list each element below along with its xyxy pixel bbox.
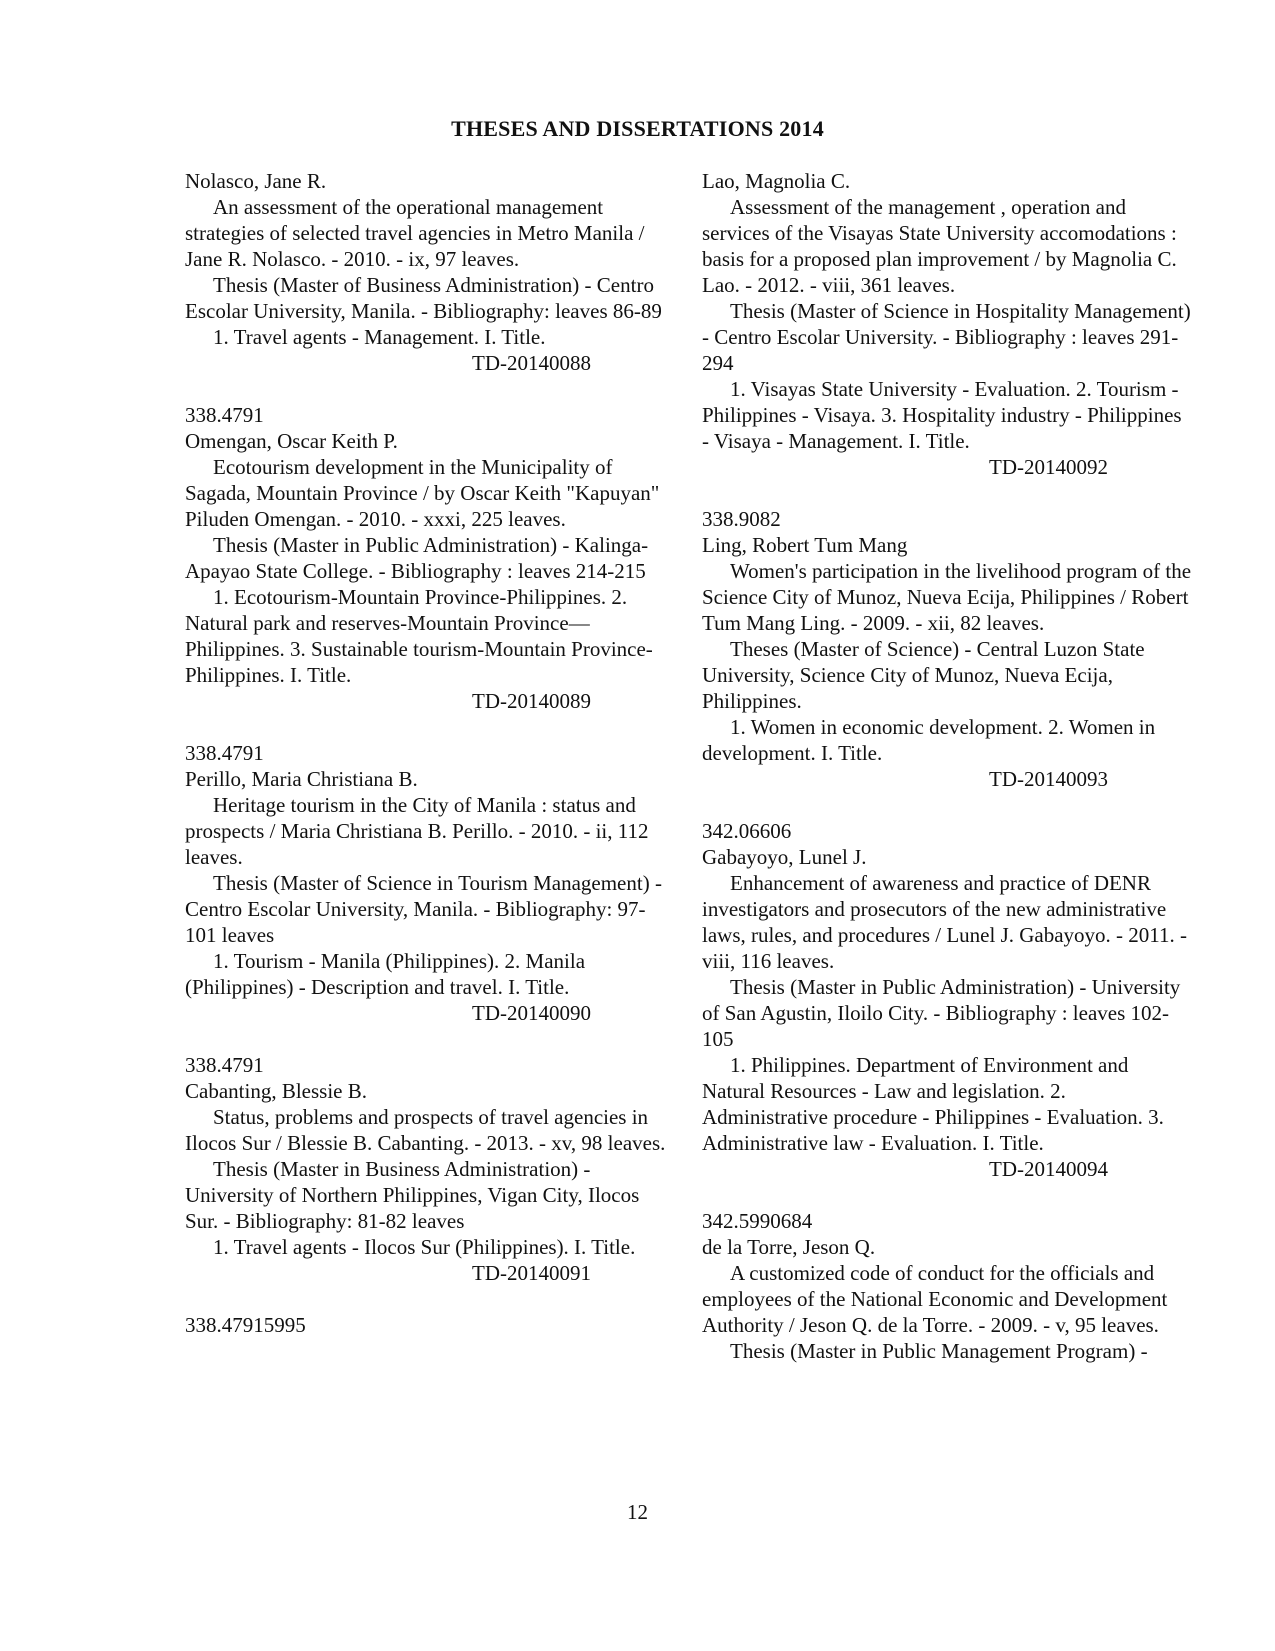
call-number: 342.5990684 — [702, 1209, 813, 1233]
author: Lao, Magnolia C. — [702, 169, 851, 193]
page-title: THESES AND DISSERTATIONS 2014 — [451, 116, 824, 141]
call-number: 338.4791 — [185, 403, 264, 427]
title-statement: Status, problems and prospects of travel agencies in Ilocos Sur / Blessie B. Cabanting. - 2013. - xv, 98 leaves. — [185, 1105, 666, 1155]
catalog-entry — [702, 168, 1192, 480]
catalog-entry — [185, 1052, 675, 1286]
author: Cabanting, Blessie B. — [185, 1079, 367, 1103]
subject-headings: 1. Visayas State University - Evaluation. 2. Tourism - Philippines - Visaya. 3. Hospitality industry - Philippines - Visaya - Management. I. Title. — [702, 377, 1182, 453]
accession-number: TD-20140088 — [472, 351, 591, 375]
title-statement: Women's participation in the livelihood program of the Science City of Munoz, Nueva Ecija, Philippines / Robert Tum Mang Ling. - 2009. - xii, 82 leaves. — [702, 559, 1192, 635]
author: de la Torre, Jeson Q. — [702, 1235, 876, 1259]
catalog-entry — [702, 818, 1192, 1182]
thesis-note: Thesis (Master in Public Management Program) - — [730, 1339, 1148, 1363]
author: Omengan, Oscar Keith P. — [185, 429, 398, 453]
subject-headings: 1. Philippines. Department of Environment and Natural Resources - Law and legislation. 2. Administrative procedure - Philippines - Evaluation. 3. Administrative law - Evaluation. I. Title. — [702, 1053, 1164, 1155]
subject-headings: 1. Travel agents - Management. I. Title. — [213, 325, 546, 349]
accession-number: TD-20140090 — [472, 1001, 591, 1025]
subject-headings: 1. Tourism - Manila (Philippines). 2. Manila (Philippines) - Description and travel. I. Title. — [185, 949, 586, 999]
thesis-note: Thesis (Master in Public Administration) - University of San Agustin, Iloilo City. - Bibliography : leaves 102-105 — [702, 975, 1181, 1051]
left-column — [185, 168, 675, 1364]
accession-number: TD-20140089 — [472, 689, 591, 713]
catalog-entry — [185, 740, 675, 1026]
thesis-note: Theses (Master of Science) - Central Luzon State University, Science City of Munoz, Nueva Ecija, Philippines. — [702, 637, 1145, 713]
title-statement: Enhancement of awareness and practice of DENR investigators and prosecutors of the new administrative laws, rules, and procedures / Lunel J. Gabayoyo. - 2011. - viii, 116 leaves. — [702, 871, 1188, 973]
call-number: 338.47915995 — [185, 1313, 306, 1337]
thesis-note: Thesis (Master in Public Administration) - Kalinga-Apayao State College. - Bibliography : leaves 214-215 — [185, 533, 649, 583]
right-column — [702, 168, 1192, 1390]
thesis-note: Thesis (Master in Business Administration) - University of Northern Philippines, Vigan City, Ilocos Sur. - Bibliography: 81-82 leaves — [185, 1157, 640, 1233]
accession-number: TD-20140093 — [989, 767, 1108, 791]
thesis-note: Thesis (Master of Science in Tourism Management) - Centro Escolar University, Manila. - Bibliography: 97-101 leaves — [185, 871, 662, 947]
title-statement: Heritage tourism in the City of Manila : status and prospects / Maria Christiana B. Perillo. - 2010. - ii, 112 leaves. — [185, 793, 649, 869]
thesis-note: Thesis (Master of Science in Hospitality Management) - Centro Escolar University. - Bibliography : leaves 291-294 — [702, 299, 1191, 375]
subject-headings: 1. Women in economic development. 2. Women in development. I. Title. — [702, 715, 1156, 765]
call-number: 338.4791 — [185, 1053, 264, 1077]
thesis-note: Thesis (Master of Business Administration) - Centro Escolar University, Manila. - Bibliography: leaves 86-89 — [185, 273, 662, 323]
catalog-entry — [702, 506, 1192, 792]
call-number: 338.9082 — [702, 507, 781, 531]
catalog-entry — [185, 168, 675, 376]
title-statement: Assessment of the management , operation and services of the Visayas State University accomodations : basis for a proposed plan improvement / by Magnolia C. Lao. - 2012. - viii, 361 leaves. — [702, 195, 1177, 297]
catalog-entry — [185, 1312, 675, 1338]
title-statement: An assessment of the operational management strategies of selected travel agencies in Metro Manila / Jane R. Nolasco. - 2010. - ix, 97 leaves. — [185, 195, 645, 271]
accession-number: TD-20140094 — [989, 1157, 1108, 1181]
call-number: 342.06606 — [702, 819, 792, 843]
subject-headings: 1. Ecotourism-Mountain Province-Philippines. 2. Natural park and reserves-Mountain Province—Philippines. 3. Sustainable tourism-Mountain Province-Philippines. I. Title. — [185, 585, 653, 687]
author: Nolasco, Jane R. — [185, 169, 327, 193]
author: Perillo, Maria Christiana B. — [185, 767, 418, 791]
catalog-entry — [702, 1208, 1192, 1364]
page-number: 12 — [627, 1500, 648, 1524]
catalog-entry — [185, 402, 675, 714]
accession-number: TD-20140092 — [989, 455, 1108, 479]
subject-headings: 1. Travel agents - Ilocos Sur (Philippines). I. Title. — [213, 1235, 636, 1259]
author: Ling, Robert Tum Mang — [702, 533, 908, 557]
author: Gabayoyo, Lunel J. — [702, 845, 867, 869]
title-statement: Ecotourism development in the Municipality of Sagada, Mountain Province / by Oscar Keith "Kapuyan" Piluden Omengan. - 2010. - xxxi, 225 leaves. — [185, 455, 660, 531]
accession-number: TD-20140091 — [472, 1261, 591, 1285]
title-statement: A customized code of conduct for the officials and employees of the National Economic and Development Authority / Jeson Q. de la Torre. - 2009. - v, 95 leaves. — [702, 1261, 1168, 1337]
call-number: 338.4791 — [185, 741, 264, 765]
